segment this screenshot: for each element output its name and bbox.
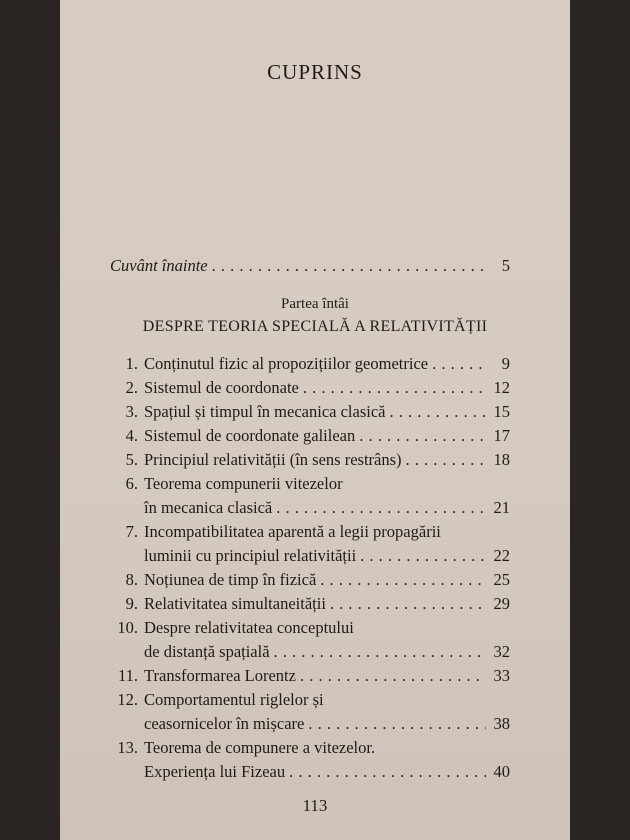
entry-title-continuation: Experiența lui Fizeau xyxy=(144,762,286,781)
dot-leader xyxy=(300,666,486,686)
entry-number: 8. xyxy=(125,570,138,589)
entry-page: 17 xyxy=(493,426,510,445)
entry-title-continuation: ceasornicelor în mișcare xyxy=(144,714,305,733)
entry-number: 2. xyxy=(125,378,138,397)
toc-entry xyxy=(110,738,510,758)
dot-leader xyxy=(276,498,486,518)
entry-page: 18 xyxy=(493,450,510,469)
dot-leader xyxy=(360,546,486,566)
entry-page: 40 xyxy=(493,762,510,781)
entry-number: 10. xyxy=(117,618,138,637)
book-page xyxy=(60,0,570,840)
entry-number: 4. xyxy=(125,426,138,445)
toc-entry-continuation xyxy=(144,498,510,518)
entry-page: 12 xyxy=(493,378,510,397)
entry-title: Sistemul de coordonate galilean xyxy=(144,426,356,445)
dot-leader xyxy=(308,714,486,734)
toc-entry xyxy=(110,450,510,470)
entry-number: 1. xyxy=(125,354,138,373)
entry-title-continuation: luminii cu principiul relativității xyxy=(144,546,357,565)
dot-leader xyxy=(289,762,486,782)
foreword-page: 5 xyxy=(501,256,510,275)
dot-leader xyxy=(359,426,486,446)
entry-number: 12. xyxy=(117,690,138,709)
entry-number: 13. xyxy=(117,738,138,757)
entry-title: Teorema de compunere a vitezelor. xyxy=(144,738,376,757)
part-title: DESPRE TEORIA SPECIALĂ A RELATIVITĂȚII xyxy=(142,318,488,335)
entry-title-continuation: în mecanica clasică xyxy=(144,498,273,517)
entry-title: Noțiunea de timp în fizică xyxy=(144,570,317,589)
entry-number: 7. xyxy=(125,522,138,541)
toc-entry-continuation xyxy=(144,642,510,662)
entry-title: Transformarea Lorentz xyxy=(144,666,296,685)
entry-title: Relativitatea simultaneității xyxy=(144,594,326,613)
entry-number: 9. xyxy=(125,594,138,613)
toc-entry xyxy=(110,426,510,446)
part-label: Partea întâi xyxy=(281,296,349,312)
toc-entry xyxy=(110,690,510,710)
toc-entry xyxy=(110,594,510,614)
toc-entry xyxy=(110,570,510,590)
dot-leader xyxy=(389,402,486,422)
entry-number: 11. xyxy=(117,666,138,685)
entry-page: 33 xyxy=(493,666,510,685)
foreword-title: Cuvânt înainte xyxy=(110,256,208,275)
toc-entry-continuation xyxy=(144,546,510,566)
entry-title: Conținutul fizic al propozițiilor geometrice xyxy=(144,354,429,373)
entry-page: 25 xyxy=(493,570,510,589)
entry-page: 15 xyxy=(493,402,510,421)
dot-leader xyxy=(212,256,486,276)
dot-leader xyxy=(330,594,486,614)
dot-leader xyxy=(274,642,486,662)
toc-entry xyxy=(110,378,510,398)
toc-entry xyxy=(110,354,510,374)
dot-leader xyxy=(320,570,486,590)
toc-heading: CUPRINS xyxy=(267,60,363,84)
toc-entry-continuation xyxy=(144,714,510,734)
entry-title-continuation: de distanță spațială xyxy=(144,642,270,661)
entry-number: 3. xyxy=(125,402,138,421)
entry-number: 6. xyxy=(125,474,138,493)
entry-title: Sistemul de coordonate xyxy=(144,378,299,397)
entry-number: 5. xyxy=(125,450,138,469)
toc-entry xyxy=(110,522,510,542)
entry-title: Principiul relativității (în sens restrâns) xyxy=(144,450,402,469)
entry-page: 22 xyxy=(493,546,510,565)
toc-entry-continuation xyxy=(144,762,510,782)
dot-leader xyxy=(432,354,486,374)
entry-title: Spațiul și timpul în mecanica clasică xyxy=(144,402,386,421)
entry-title: Teorema compunerii vitezelor xyxy=(144,474,343,493)
entry-title: Incompatibilitatea aparentă a legii propagării xyxy=(144,522,441,541)
entry-page: 21 xyxy=(493,498,510,517)
dot-leader xyxy=(303,378,486,398)
entry-page: 38 xyxy=(493,714,510,733)
entry-page: 32 xyxy=(493,642,510,661)
toc-entry-foreword xyxy=(110,256,510,276)
entry-title: Comportamentul riglelor și xyxy=(144,690,324,709)
entry-page: 9 xyxy=(501,354,510,373)
toc-entry xyxy=(110,618,510,638)
entry-page: 29 xyxy=(493,594,510,613)
toc-entry xyxy=(110,474,510,494)
dot-leader xyxy=(406,450,486,470)
toc-entry xyxy=(110,402,510,422)
entry-title: Despre relativitatea conceptului xyxy=(144,618,354,637)
page-number: 113 xyxy=(302,796,328,815)
toc-entry xyxy=(110,666,510,686)
